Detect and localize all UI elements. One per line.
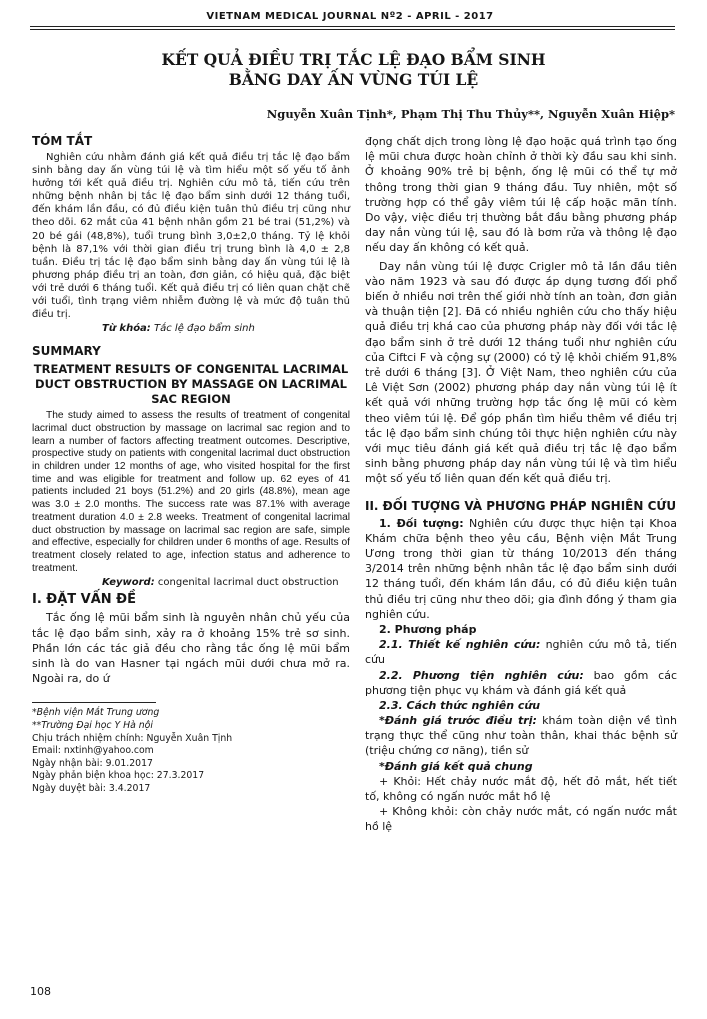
- abstract-vi-heading: TÓM TẮT: [32, 134, 93, 148]
- page-number: 108: [30, 985, 51, 998]
- keywords-vi-text: Tắc lệ đạo bẩm sinh: [154, 323, 255, 335]
- summary-title: TREATMENT RESULTS OF CONGENITAL LACRIMAL DUCT OBSTRUCTION BY MASSAGE ON LACRIMAL SAC REGION: [33, 362, 349, 407]
- keywords-en-label: Keyword:: [102, 577, 155, 589]
- date-reviewed: Ngày phản biện khoa học: 27.3.2017: [32, 770, 205, 782]
- intro-paragraph-2: Day nắn vùng túi lệ được Crigler mô tả lần đầu tiên vào năm 1923 và sau đó được áp dụng tương đối phổ biến ở nhiều nơi trên thế giới nhờ tính an toàn, đơn giản và thuận tiện [2]. Đã có nhiều nghiên cứu cho thấy hiệu quả điều trị khá cao của phương pháp này đối với tắc lệ đạo bẩm sinh ở trẻ dưới 12 tháng tuổi như nghiên cứu của Ciftci F và cộng sự (2000) có tỷ lệ khỏi chiếm 91,8% trẻ dưới 6 tháng [3]. Ở Việt Nam, theo nghiên cứu của Lê Việt Sơn (2002) phương pháp day nắn vùng túi lệ ít kết quả với những trường hợp tắc ống lệ mũi có kèm theo viêm túi lệ. Để góp phần tìm hiểu thêm về điều trị tắc lệ đạo bẩm sinh chúng tôi thực hiện nghiên cứu này với mục tiêu đánh giá kết quả điều trị tắc lệ đạo bẩm sinh bằng phương pháp day nắn vùng túi lệ và tìm hiểu một số yếu tố liên quan đến kết quả điều trị.: [365, 259, 677, 486]
- abstract-vi-keywords: [32, 323, 350, 334]
- article-title-line-1: KẾT QUẢ ĐIỀU TRỊ TẮC LỆ ĐẠO BẨM SINH: [161, 50, 546, 69]
- subjects-label: 1. Đối tượng:: [379, 516, 464, 530]
- methods-pre-treatment: [365, 713, 677, 759]
- pre-treatment-text: khám toàn diện về tình trạng thực thể cũng như toàn thân, khai thác bệnh sử (triệu chứng cơ năng), tiền sử: [365, 713, 677, 758]
- evaluation-heading: *Đánh giá kết quả chung: [379, 759, 533, 773]
- article-title-line-2: BẰNG DAY ẤN VÙNG TÚI LỆ: [228, 70, 479, 89]
- right-column: [365, 134, 677, 834]
- affiliation-1: *Bệnh viện Mắt Trung ương: [32, 707, 160, 719]
- header-rule-top: [30, 26, 675, 27]
- design-label: 2.1. Thiết kế nghiên cứu:: [379, 638, 541, 652]
- method-heading: 2. Phương pháp: [379, 623, 477, 637]
- author-list: Nguyễn Xuân Tịnh*, Phạm Thị Thu Thủy**, Nguyễn Xuân Hiệp*: [266, 107, 675, 121]
- footnote-rule: [32, 702, 156, 703]
- evaluation-item-2: + Không khỏi: còn chảy nước mắt, có ngấn nước mắt hồ lệ: [365, 804, 677, 834]
- abstract-vi-body: Nghiên cứu nhằm đánh giá kết quả điều trị tắc lệ đạo bẩm sinh bằng day ấn vùng túi lệ và tìm hiểu một số yếu tố ảnh hưởng tới kết quả điều trị. Nghiên cứu mô tả, tiến cứu trên những bệnh nhân bị tắc lệ đạo bẩm sinh dưới 12 tháng tuổi, đến khám lần đầu, có đủ điều kiện tuân thủ điều trị cũng như theo dõi. 62 mắt của 41 bệnh nhân gồm 21 bé trai (51,2%) và 20 bé gái (48,8%), tuổi trung bình 3,0±2,0 tháng. Tỷ lệ khỏi bệnh là 87,1% với thời gian điều trị trung bình là 4,0 ± 2,8 tuần. Điều trị tắc lệ đạo bẩm sinh bằng day ấn vùng túi lệ là phương pháp điều trị an toàn, đơn giản, có hiệu quả, đặc biệt với trẻ dưới 6 tháng tuổi. Kết quả điều trị có liên quan chặt chẽ với tuổi, tình trạng viêm nhiễm đường lệ và mức độ tuân thủ điều trị.: [32, 152, 350, 321]
- means-label: 2.2. Phương tiện nghiên cứu:: [379, 668, 584, 682]
- procedure-heading: 2.3. Cách thức nghiên cứu: [379, 698, 541, 712]
- date-received: Ngày nhận bài: 9.01.2017: [32, 757, 153, 769]
- pre-treatment-label: *Đánh giá trước điều trị:: [379, 713, 537, 727]
- methods-subjects: [365, 516, 677, 622]
- methods-design: [365, 637, 677, 667]
- header-rule-bottom: [30, 29, 675, 30]
- design-text: nghiên cứu mô tả, tiến cứu: [365, 638, 677, 667]
- intro-paragraph-1-continued: đọng chất dịch trong lòng lệ đạo hoặc quá trình tạo ống lệ mũi chưa được hoàn chỉnh ở thời kỳ đầu sau khi sinh. Ở khoảng 90% trẻ bị bệnh, ống lệ mũi có thể tự mở thông trong thời gian 9 tháng đầu. Tuy nhiên, một số trường hợp có thể gây viêm túi lệ cấp hoặc mãn tính. Do vậy, việc điều trị thường bắt đầu bằng phương pháp day nắn vùng túi lệ, sau đó là bơm rửa và thông lệ đạo nếu day ấn không có kết quả.: [365, 135, 677, 255]
- left-column: [32, 134, 350, 796]
- means-text: bao gồm các phương tiện phục vụ khám và đánh giá kết quả: [365, 668, 677, 697]
- affiliation-2: **Trường Đại học Y Hà nội: [32, 719, 153, 731]
- evaluation-item-1: + Khỏi: Hết chảy nước mắt độ, hết đỏ mắt, hết tiết tố, không có ngấn nước mắt hồ lệ: [365, 774, 677, 803]
- summary-body: The study aimed to assess the results of treatment of congenital lacrimal duct obstruction by massage on lacrimal sac region and to learn a number of factors affecting treatment outcomes. Descriptive, prospective study on patients with congenital lacrimal duct obstruction in children under 12 months of age, who visited hospital for the first time and was eligible for treatment and follow up. 62 eyes of 41 patients included 21 boys (51.2%) and 20 girls (48.8%), mean age was 3.0 ± 2.0 months. The success rate was 87.1% with average treatment duration 4.0 ± 2.8 weeks. Treatment of congenital lacrimal duct obstruction by massage on lacrimal sac region are safe, simple and effective, especially for children under 6 months of age. Results of treatment closely related to age, infection status and adherence to treatment.: [32, 410, 350, 574]
- journal-header: VIETNAM MEDICAL JOURNAL Nº2 - APRIL - 2017: [206, 11, 494, 22]
- summary-heading: SUMMARY: [32, 344, 101, 359]
- methods-heading: II. ĐỐI TƯỢNG VÀ PHƯƠNG PHÁP NGHIÊN CỨU: [365, 498, 677, 513]
- intro-paragraph-1: Tắc ống lệ mũi bẩm sinh là nguyên nhân chủ yếu của tắc lệ đạo bẩm sinh, xảy ra ở khoảng 15% trẻ sơ sinh. Phần lớn các tác giả đều cho rằng tắc ống lệ mũi bẩm sinh là do van Hasner tại ngách mũi dưới chưa mở ra. Ngoài ra, do ứ: [32, 611, 350, 686]
- intro-heading: I. ĐẶT VẤN ĐỀ: [32, 592, 136, 608]
- date-accepted: Ngày duyệt bài: 3.4.2017: [32, 782, 151, 794]
- summary-keywords: [32, 577, 350, 588]
- keywords-vi-label: Từ khóa:: [102, 323, 151, 335]
- responsible-author: Chịu trách nhiệm chính: Nguyễn Xuân Tịnh: [32, 732, 233, 744]
- methods-means: [365, 668, 677, 698]
- keywords-en-text: congenital lacrimal duct obstruction: [157, 577, 339, 589]
- subjects-text: Nghiên cứu được thực hiện tại Khoa Khám chữa bệnh theo yêu cầu, Bệnh viện Mắt Trung Ương trong thời gian từ tháng 10/2013 đến tháng 3/2014 trên những bệnh nhân tắc lệ đạo bẩm sinh dưới 12 tháng tuổi, đến khám lần đầu, có đủ điều kiện tuân thủ điều trị cũng như theo dõi; gia đình đồng ý tham gia nghiên cứu.: [365, 516, 677, 621]
- author-email: Email: nxtinh@yahoo.com: [32, 745, 154, 757]
